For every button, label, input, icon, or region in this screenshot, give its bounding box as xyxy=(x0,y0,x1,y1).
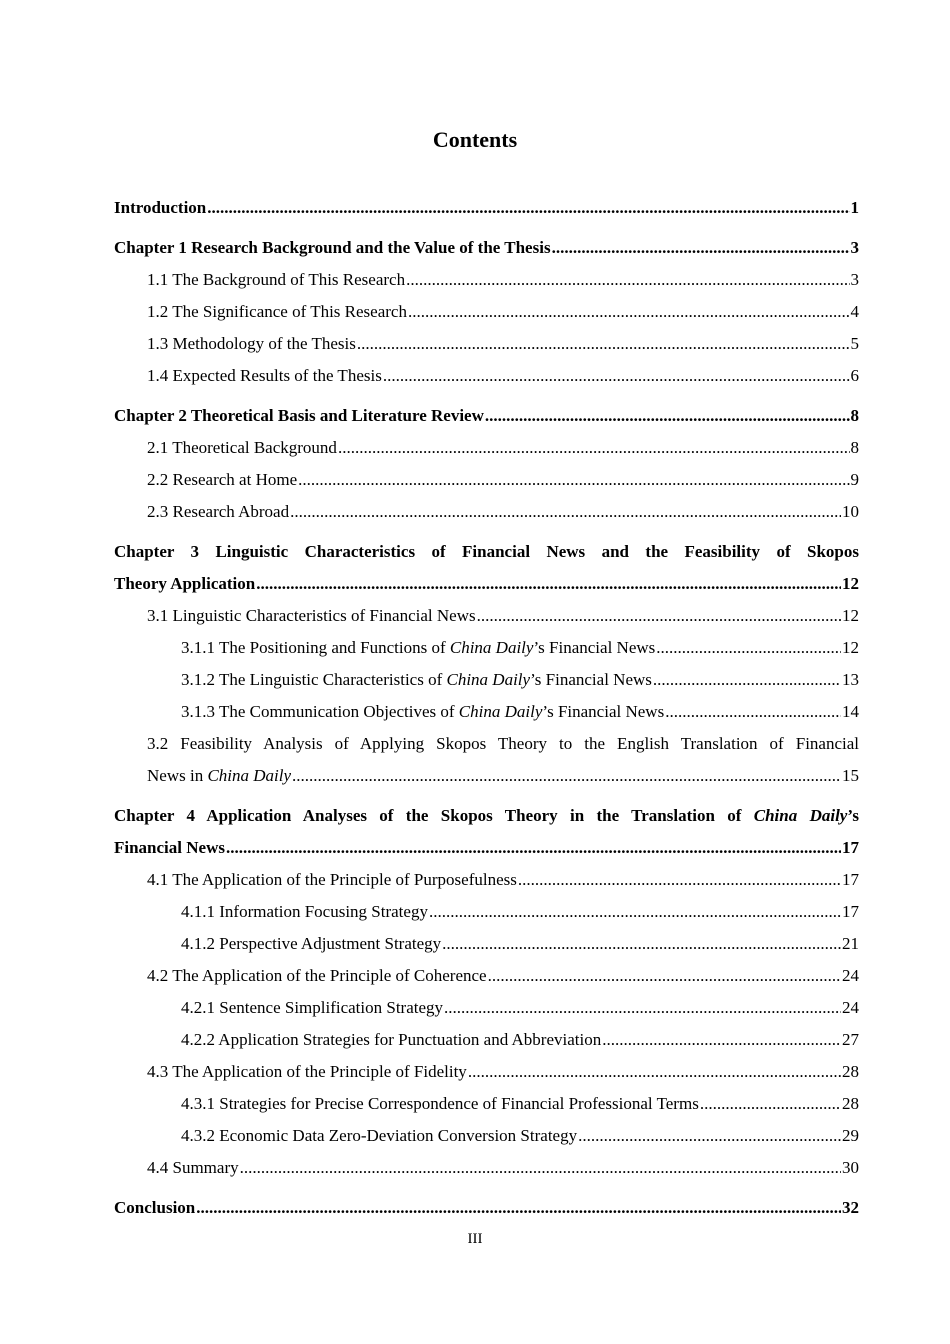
toc-page-number: 12 xyxy=(842,574,859,593)
toc-entry-text: 4.2.2 Application Strategies for Punctuation and Abbreviation xyxy=(181,1030,602,1049)
dot-leader xyxy=(485,400,850,432)
toc-entry-text-line-2: Theory Application xyxy=(114,574,256,593)
toc-page-number: 32 xyxy=(842,1198,859,1217)
toc-entry-text: 4.4 Summary xyxy=(147,1158,239,1177)
toc-entry-3-2[interactable] xyxy=(114,728,859,792)
toc-page-number: 6 xyxy=(850,366,859,385)
toc-entry-3-1-1[interactable] xyxy=(114,632,859,664)
toc-entry-4-2-1[interactable] xyxy=(114,992,859,1024)
toc-entry-4-3[interactable] xyxy=(114,1056,859,1088)
toc-entry-line-2 xyxy=(114,760,859,792)
toc-page-number: 24 xyxy=(842,998,859,1017)
toc-text-part: ’s Financial News xyxy=(530,670,652,689)
toc-text-part: ’s Financial News xyxy=(542,702,665,721)
toc-entry-4-2-2[interactable] xyxy=(114,1024,859,1056)
toc-entry-chapter-1[interactable] xyxy=(114,232,859,264)
toc-page-number: 10 xyxy=(842,502,859,521)
dot-leader xyxy=(292,760,841,792)
dot-leader xyxy=(298,464,849,496)
dot-leader xyxy=(700,1088,841,1120)
dot-leader xyxy=(477,600,841,632)
toc-page-number: 30 xyxy=(842,1158,859,1177)
toc-page-number: 12 xyxy=(842,606,859,625)
toc-entry-text: 1.3 Methodology of the Thesis xyxy=(147,334,356,353)
toc-page-number: 1 xyxy=(850,198,859,217)
dot-leader xyxy=(383,360,850,392)
toc-entry-4-1-2[interactable] xyxy=(114,928,859,960)
toc-entry-2-1[interactable] xyxy=(114,432,859,464)
toc-page-number: 17 xyxy=(842,870,859,889)
toc-entry-text: 2.3 Research Abroad xyxy=(147,502,290,521)
toc-page-number: 3 xyxy=(850,270,859,289)
toc-page-number: 28 xyxy=(842,1094,859,1113)
dot-leader xyxy=(602,1024,841,1056)
toc-text-part: Chapter 4 Application Analyses of the Skopos Theory in the Translation of xyxy=(114,806,754,825)
toc-entry-2-3[interactable] xyxy=(114,496,859,528)
toc-entry-text-line-1: Chapter 3 Linguistic Characteristics of Financial News and the Feasibility of Skopos xyxy=(114,542,859,561)
toc-page-number: 13 xyxy=(842,670,859,689)
toc-entry-text xyxy=(181,696,664,728)
toc-text-part: 3.1.3 The Communication Objectives of xyxy=(181,702,459,721)
dot-leader xyxy=(406,264,849,296)
dot-leader xyxy=(207,192,849,224)
toc-entry-chapter-4[interactable] xyxy=(114,800,859,864)
dot-leader xyxy=(444,992,841,1024)
toc-entry-text: 4.1 The Application of the Principle of Purposefulness xyxy=(147,870,517,889)
toc-page-number: 8 xyxy=(850,438,859,457)
toc-entry-text: 4.3.1 Strategies for Precise Correspondence of Financial Professional Terms xyxy=(181,1094,699,1113)
toc-page-number: 4 xyxy=(850,302,859,321)
toc-page-number: 8 xyxy=(850,406,859,425)
toc-text-part: News in xyxy=(147,766,208,785)
toc-entry-chapter-3[interactable] xyxy=(114,536,859,600)
page-number-footer: III xyxy=(467,1231,483,1247)
toc-text-part: ’s xyxy=(847,806,859,825)
dot-leader xyxy=(196,1192,841,1224)
page-title: Contents xyxy=(432,127,518,152)
table-of-contents xyxy=(114,192,859,1224)
toc-entry-3-1[interactable] xyxy=(114,600,859,632)
dot-leader xyxy=(552,232,850,264)
toc-entry-text: Chapter 1 Research Background and the Value of the Thesis xyxy=(114,238,551,257)
toc-entry-text xyxy=(181,664,652,696)
toc-page-number: 29 xyxy=(842,1126,859,1145)
toc-page-number: 17 xyxy=(842,838,859,857)
dot-leader xyxy=(408,296,850,328)
toc-text-part: ’s Financial News xyxy=(533,638,656,657)
toc-entry-line-2 xyxy=(114,568,859,600)
toc-entry-text: 4.3 The Application of the Principle of Fidelity xyxy=(147,1062,467,1081)
dot-leader xyxy=(656,632,841,664)
toc-entry-4-3-2[interactable] xyxy=(114,1120,859,1152)
toc-entry-4-3-1[interactable] xyxy=(114,1088,859,1120)
toc-entry-text-line-2: Financial News xyxy=(114,838,225,857)
toc-text-italic: China Daily xyxy=(458,702,543,721)
toc-text-italic: China Daily xyxy=(207,766,292,785)
toc-page-number: 15 xyxy=(842,766,859,785)
dot-leader xyxy=(290,496,841,528)
toc-entry-conclusion[interactable] xyxy=(114,1192,859,1224)
dot-leader xyxy=(578,1120,841,1152)
toc-page-number: 14 xyxy=(842,702,859,721)
toc-entry-line-2 xyxy=(114,832,859,864)
toc-entry-introduction[interactable] xyxy=(114,192,859,224)
toc-entry-text: 4.2.1 Sentence Simplification Strategy xyxy=(181,998,444,1017)
toc-entry-text-line-2 xyxy=(147,760,291,792)
toc-entry-text: 4.3.2 Economic Data Zero-Deviation Conversion Strategy xyxy=(181,1126,578,1145)
toc-entry-text: 2.2 Research at Home xyxy=(147,470,298,489)
dot-leader xyxy=(488,960,841,992)
toc-entry-3-1-3[interactable] xyxy=(114,696,859,728)
toc-text-italic: China Daily xyxy=(449,638,534,657)
dot-leader xyxy=(665,696,841,728)
toc-entry-text: Chapter 2 Theoretical Basis and Literature Review xyxy=(114,406,484,425)
toc-page-number: 9 xyxy=(850,470,859,489)
toc-entry-text-line-1: 3.2 Feasibility Analysis of Applying Skopos Theory to the English Translation of Financial xyxy=(147,734,859,753)
toc-entry-4-1-1[interactable] xyxy=(114,896,859,928)
toc-text-part: 3.1.2 The Linguistic Characteristics of xyxy=(181,670,447,689)
toc-entry-text: Introduction xyxy=(114,198,207,217)
toc-entry-1-4[interactable] xyxy=(114,360,859,392)
dot-leader xyxy=(442,928,841,960)
toc-page-number: 5 xyxy=(850,334,859,353)
dot-leader xyxy=(338,432,850,464)
toc-page-number: 28 xyxy=(842,1062,859,1081)
toc-entry-text: 4.1.1 Information Focusing Strategy xyxy=(181,902,428,921)
toc-entry-4-2[interactable] xyxy=(114,960,859,992)
toc-entry-text-line-1 xyxy=(114,800,859,832)
toc-entry-3-1-2[interactable] xyxy=(114,664,859,696)
toc-entry-text: 1.2 The Significance of This Research xyxy=(147,302,407,321)
toc-text-part: 3.1.1 The Positioning and Functions of xyxy=(181,638,450,657)
toc-page-number: 24 xyxy=(842,966,859,985)
toc-entry-1-3[interactable] xyxy=(114,328,859,360)
toc-entry-1-2[interactable] xyxy=(114,296,859,328)
toc-entry-1-1[interactable] xyxy=(114,264,859,296)
dot-leader xyxy=(357,328,850,360)
toc-entry-text: 1.4 Expected Results of the Thesis xyxy=(147,366,382,385)
dot-leader xyxy=(256,568,841,600)
toc-page-number: 12 xyxy=(842,638,859,657)
toc-page-number: 21 xyxy=(842,934,859,953)
toc-text-italic: China Daily xyxy=(446,670,531,689)
toc-entry-text: 3.1 Linguistic Characteristics of Financial News xyxy=(147,606,476,625)
toc-entry-text: 2.1 Theoretical Background xyxy=(147,438,337,457)
dot-leader xyxy=(226,832,841,864)
toc-page-number: 27 xyxy=(842,1030,859,1049)
toc-page-number: 17 xyxy=(842,902,859,921)
toc-entry-4-4[interactable] xyxy=(114,1152,859,1184)
toc-text-italic: China Daily xyxy=(753,806,848,825)
dot-leader xyxy=(240,1152,841,1184)
toc-entry-text: 4.2 The Application of the Principle of Coherence xyxy=(147,966,487,985)
dot-leader xyxy=(468,1056,841,1088)
toc-entry-4-1[interactable] xyxy=(114,864,859,896)
toc-entry-text xyxy=(181,632,655,664)
toc-entry-2-2[interactable] xyxy=(114,464,859,496)
toc-entry-chapter-2[interactable] xyxy=(114,400,859,432)
toc-entry-text: 4.1.2 Perspective Adjustment Strategy xyxy=(181,934,442,953)
dot-leader xyxy=(518,864,841,896)
toc-page-number: 3 xyxy=(850,238,859,257)
dot-leader xyxy=(429,896,841,928)
toc-entry-text: Conclusion xyxy=(114,1198,196,1217)
toc-entry-text: 1.1 The Background of This Research xyxy=(147,270,406,289)
dot-leader xyxy=(653,664,841,696)
